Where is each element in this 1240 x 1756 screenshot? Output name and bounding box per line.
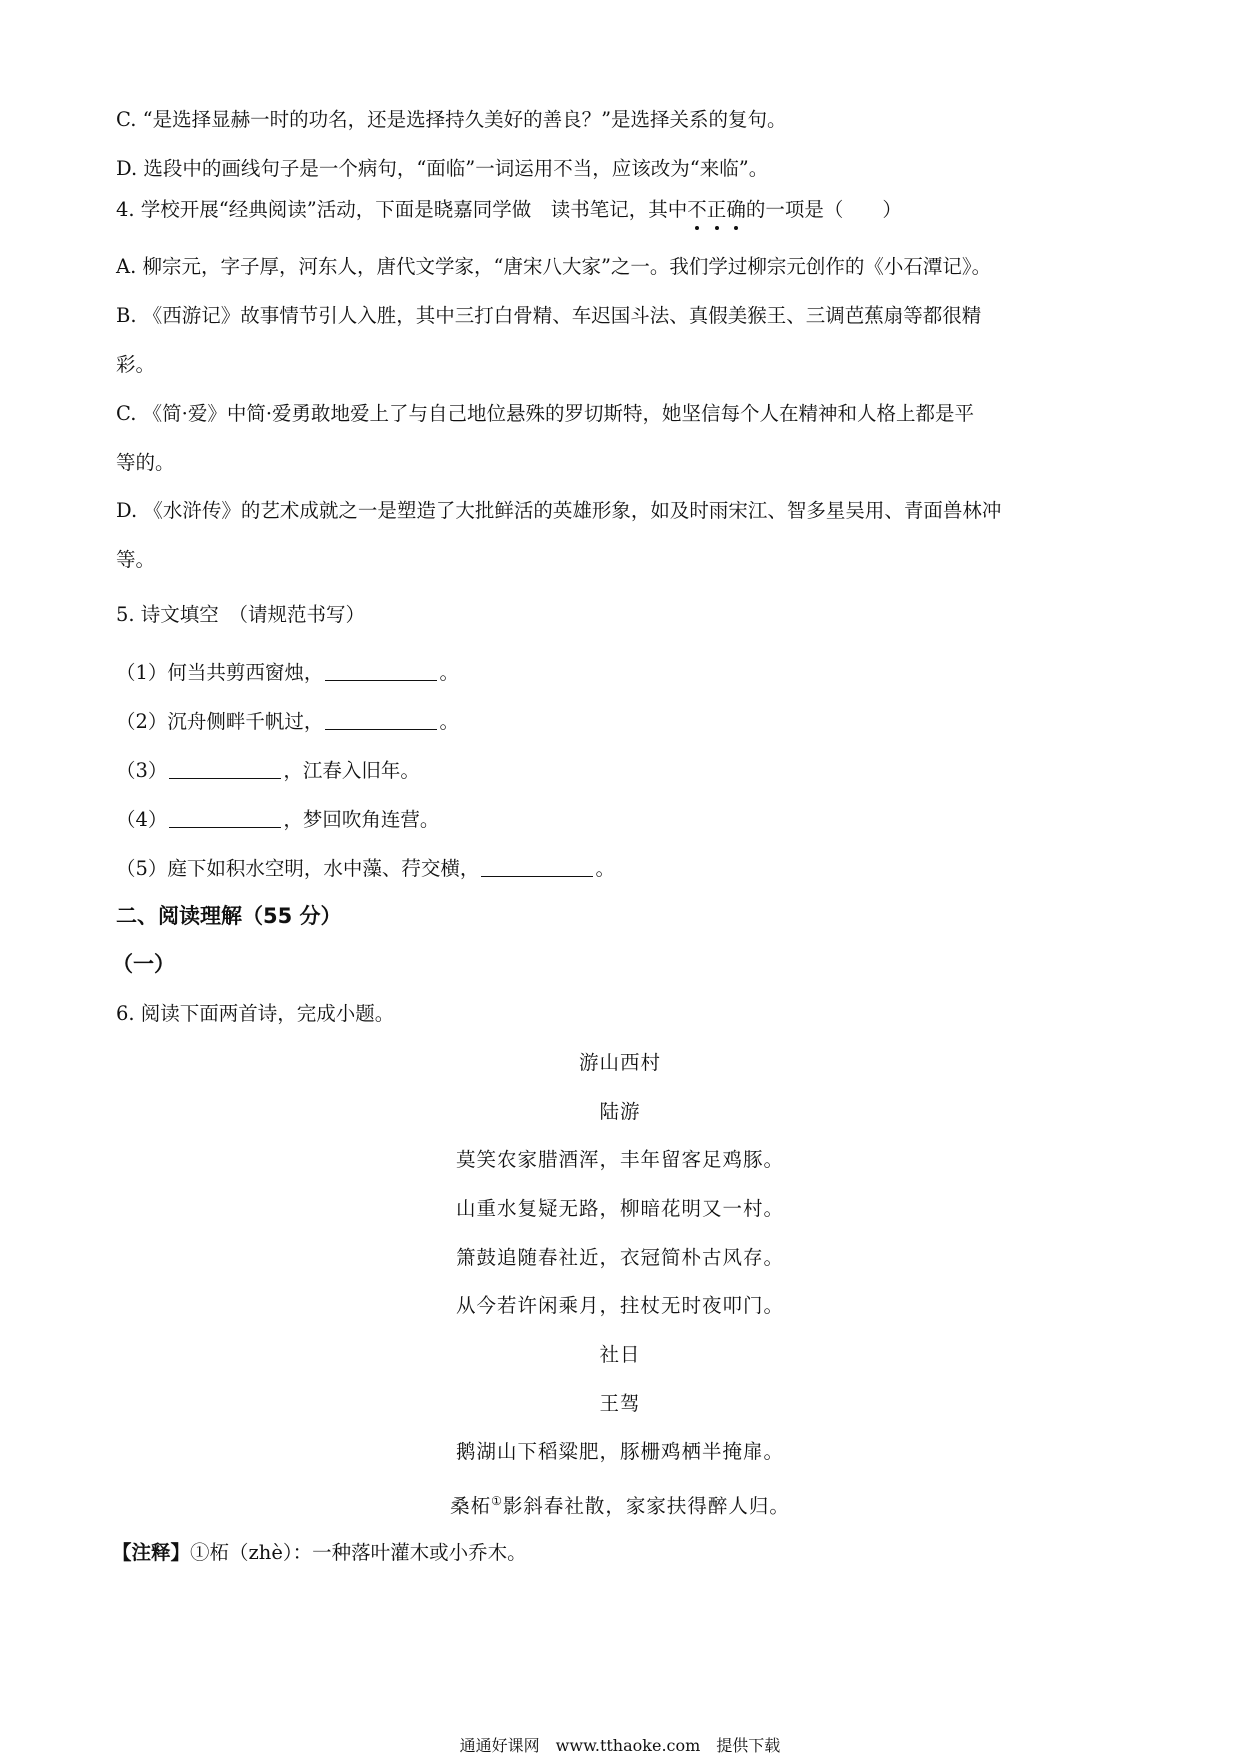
q5-stem: 5. 诗文填空 （请规范书写） xyxy=(116,603,366,626)
q5-item xyxy=(116,806,439,834)
q4-option-b-line2: 彩。 xyxy=(116,353,156,376)
emphasis-char: 不 xyxy=(687,196,707,224)
emphasis-char: 确 xyxy=(726,196,746,224)
q5-item-num: （1） xyxy=(116,661,168,684)
q5-item-after: 。 xyxy=(439,710,459,733)
q3-option-c: C. “是选择显赫一时的功名，还是选择持久美好的善良？”是选择关系的复句。 xyxy=(116,108,787,131)
poem-title: 游山西村 xyxy=(578,1051,661,1074)
poem-line: 鹅湖山下稻粱肥，豚栅鸡栖半掩扉。 xyxy=(455,1440,784,1463)
poem-author: 陆游 xyxy=(599,1100,641,1123)
poem-line-part: 影斜春社散，家家扶得醉人归。 xyxy=(502,1494,790,1518)
q4-stem-before: 4. 学校开展“经典阅读”活动，下面是晓嘉同学做 xyxy=(116,198,532,221)
emphasis-char: 正 xyxy=(707,196,727,224)
q5-item-before: 庭下如积水空明，水中藻、荇交横， xyxy=(167,857,480,880)
q5-item-before: 何当共剪西窗烛， xyxy=(167,661,324,684)
q5-item-num: （4） xyxy=(116,808,168,831)
annotation xyxy=(112,1539,527,1567)
q4-option-c-line2: 等的。 xyxy=(116,451,175,474)
poem-line: 从今若许闲乘月，拄杖无时夜叩门。 xyxy=(455,1294,784,1317)
q4-option-a: A. 柳宗元，字子厚，河东人，唐代文学家，“唐宋八大家”之一。我们学过柳宗元创作的《小石潭记》。 xyxy=(116,255,992,278)
annotation-label: 【注释】 xyxy=(112,1541,191,1564)
section-title: 二、阅读理解（55 分） xyxy=(116,904,342,928)
q5-item xyxy=(116,757,420,785)
q4-option-d-line1: D. 《水浒传》的艺术成就之一是塑造了大批鲜活的英雄形象，如及时雨宋江、智多星吴用、青面兽林冲 xyxy=(116,499,1002,522)
q5-item xyxy=(116,708,459,736)
poem-line-part: 桑柘 xyxy=(450,1494,492,1518)
q5-item-after: 。 xyxy=(439,661,459,684)
q5-item-after: 。 xyxy=(595,857,615,880)
footnote-marker: ① xyxy=(491,1494,503,1508)
q3-option-d: D. 选段中的画线句子是一个病句，“面临”一词运用不当，应该改为“来临”。 xyxy=(116,157,769,180)
answer-blank[interactable] xyxy=(325,660,437,681)
poem-line: 莫笑农家腊酒浑，丰年留客足鸡豚。 xyxy=(455,1148,784,1171)
q4-option-c-line1: C. 《简·爱》中简·爱勇敢地爱上了与自己地位悬殊的罗切斯特，她坚信每个人在精神和人格上都是平 xyxy=(116,402,975,425)
q5-item-num: （2） xyxy=(116,710,168,733)
poem-line xyxy=(0,1487,1240,1521)
q4-option-d-line2: 等。 xyxy=(116,548,156,571)
q4-stem xyxy=(116,196,902,224)
q5-item-after: ，梦回吹角连营。 xyxy=(283,808,440,831)
answer-blank[interactable] xyxy=(481,856,593,877)
answer-blank[interactable] xyxy=(325,709,437,730)
q5-item xyxy=(116,855,615,883)
q4-option-b-line1: B. 《西游记》故事情节引人入胜，其中三打白骨精、车迟国斗法、真假美猴王、三调芭蕉扇等都很精 xyxy=(116,304,982,327)
poem-author: 王驾 xyxy=(599,1392,641,1415)
q6-stem: 6. 阅读下面两首诗，完成小题。 xyxy=(116,1002,395,1025)
q5-item-num: （5） xyxy=(116,857,168,880)
poem-line: 箫鼓追随春社近，衣冠简朴古风存。 xyxy=(455,1246,784,1269)
q4-stem-gap: 读书笔记，其中 xyxy=(550,198,688,221)
q4-stem-after: 的一项是（ ） xyxy=(745,198,902,221)
q5-item xyxy=(116,659,459,687)
answer-blank[interactable] xyxy=(169,807,281,828)
q5-item-before: 沉舟侧畔千帆过， xyxy=(167,710,324,733)
poem-line: 山重水复疑无路，柳暗花明又一村。 xyxy=(455,1197,784,1220)
answer-blank[interactable] xyxy=(169,758,281,779)
q5-item-after: ，江春入旧年。 xyxy=(283,759,420,782)
poem-title: 社日 xyxy=(599,1343,641,1366)
annotation-text: ①柘（zhè）：一种落叶灌木或小乔木。 xyxy=(190,1541,527,1564)
q5-item-num: （3） xyxy=(116,759,168,782)
subsection-title: （一） xyxy=(112,952,175,976)
footer: 通通好课网 www.tthaoke.com 提供下载 xyxy=(459,1736,781,1755)
